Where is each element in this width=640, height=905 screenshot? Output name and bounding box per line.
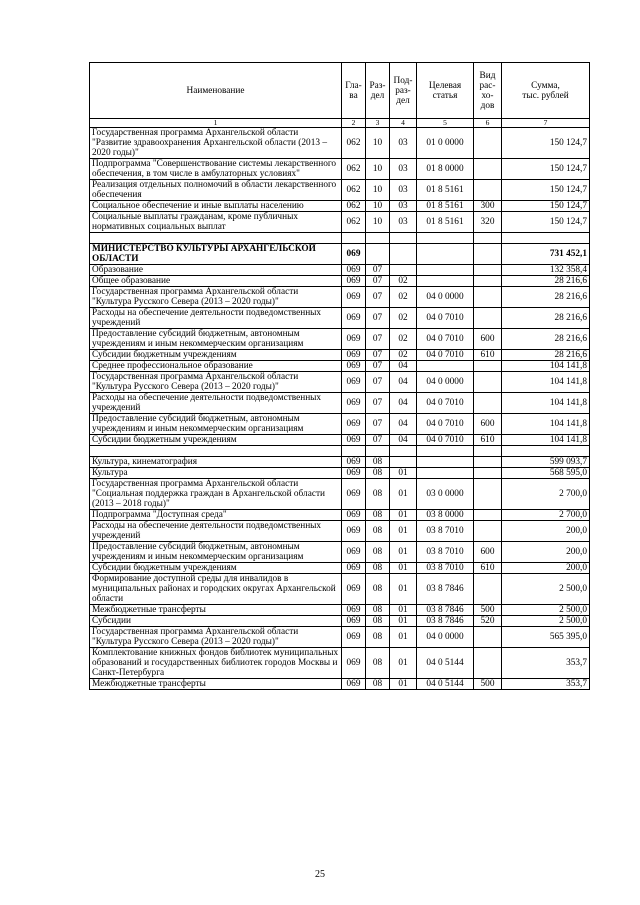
cell-target: 01 0 0000 [417, 128, 474, 159]
cell-glava: 062 [342, 180, 366, 201]
cell-razdel: 10 [366, 212, 390, 233]
cell-sum: 104 141,8 [502, 435, 590, 446]
cell-glava: 062 [342, 159, 366, 180]
table-row [90, 574, 590, 605]
empty-cell [342, 233, 366, 244]
cell-glava: 069 [342, 308, 366, 329]
cell-glava: 069 [342, 372, 366, 393]
cell-podrazdel: 02 [390, 276, 417, 287]
cell-podrazdel: 01 [390, 510, 417, 521]
cell-razdel: 08 [366, 479, 390, 510]
cell-sum: 2 500,0 [502, 605, 590, 616]
cell-podrazdel: 04 [390, 361, 417, 372]
table-body [90, 128, 590, 690]
cell-name: Субсидии бюджетным учреждениям [90, 563, 342, 574]
empty-cell [366, 446, 390, 457]
table-row [90, 329, 590, 350]
cell-vid: 520 [474, 616, 502, 627]
cell-target: 04 0 0000 [417, 627, 474, 648]
cell-razdel: 07 [366, 287, 390, 308]
cell-name: Культура [90, 468, 342, 479]
cell-sum: 104 141,8 [502, 393, 590, 414]
cell-glava: 069 [342, 329, 366, 350]
cell-vid [474, 244, 502, 265]
cell-sum: 104 141,8 [502, 361, 590, 372]
cell-razdel: 07 [366, 372, 390, 393]
empty-cell [474, 233, 502, 244]
cell-razdel: 07 [366, 393, 390, 414]
cell-glava: 069 [342, 244, 366, 265]
cell-podrazdel: 01 [390, 479, 417, 510]
cell-target: 04 0 7010 [417, 435, 474, 446]
cell-vid [474, 287, 502, 308]
cell-glava: 069 [342, 435, 366, 446]
cell-glava: 069 [342, 563, 366, 574]
cell-podrazdel: 03 [390, 201, 417, 212]
empty-cell [390, 233, 417, 244]
cell-name: Образование [90, 265, 342, 276]
cell-podrazdel: 01 [390, 468, 417, 479]
cell-glava: 069 [342, 648, 366, 679]
cell-name: Государственная программа Архангельской области "Социальная поддержка граждан в Архангельской области (2013 – 2018 годы)" [90, 479, 342, 510]
cell-name: Расходы на обеспечение деятельности подведомственных учреждений [90, 308, 342, 329]
table-row [90, 212, 590, 233]
table-row [90, 276, 590, 287]
cell-vid [474, 521, 502, 542]
cell-sum: 104 141,8 [502, 414, 590, 435]
cell-target: 01 8 5161 [417, 212, 474, 233]
cell-vid [474, 361, 502, 372]
cell-glava: 069 [342, 468, 366, 479]
cell-glava: 069 [342, 265, 366, 276]
table-row [90, 648, 590, 679]
table-row [90, 521, 590, 542]
cell-vid: 610 [474, 435, 502, 446]
empty-cell [474, 446, 502, 457]
table-row [90, 308, 590, 329]
cell-podrazdel: 02 [390, 308, 417, 329]
cell-vid [474, 308, 502, 329]
empty-cell [342, 446, 366, 457]
cell-razdel: 10 [366, 159, 390, 180]
cell-sum: 28 216,6 [502, 329, 590, 350]
cell-podrazdel: 01 [390, 521, 417, 542]
cell-razdel: 10 [366, 180, 390, 201]
cell-target: 04 0 0000 [417, 287, 474, 308]
cell-vid [474, 265, 502, 276]
cell-podrazdel: 02 [390, 329, 417, 350]
table-row [90, 361, 590, 372]
cell-razdel [366, 244, 390, 265]
cell-podrazdel: 01 [390, 679, 417, 690]
cell-name: Субсидии [90, 616, 342, 627]
cell-podrazdel: 01 [390, 542, 417, 563]
col-number: 6 [474, 119, 502, 128]
cell-sum: 132 358,4 [502, 265, 590, 276]
cell-name: Межбюджетные трансферты [90, 605, 342, 616]
cell-name: Формирование доступной среды для инвалидов в муниципальных районах и городских округах Архангельской области [90, 574, 342, 605]
cell-name: Межбюджетные трансферты [90, 679, 342, 690]
col-header-vid: Вид рас- хо- дов [474, 63, 502, 119]
table-header-row [90, 63, 590, 119]
cell-glava: 069 [342, 627, 366, 648]
col-header-razdel: Раз- дел [366, 63, 390, 119]
table-row [90, 128, 590, 159]
cell-glava: 069 [342, 679, 366, 690]
col-number: 7 [502, 119, 590, 128]
cell-glava: 069 [342, 616, 366, 627]
cell-vid [474, 479, 502, 510]
cell-sum: 28 216,6 [502, 350, 590, 361]
cell-sum: 2 500,0 [502, 616, 590, 627]
cell-sum: 731 452,1 [502, 244, 590, 265]
cell-sum: 565 395,0 [502, 627, 590, 648]
cell-razdel: 08 [366, 648, 390, 679]
cell-name: Субсидии бюджетным учреждениям [90, 350, 342, 361]
cell-podrazdel: 01 [390, 605, 417, 616]
cell-name: Предоставление субсидий бюджетным, автономным учреждениям и иным некоммерческим организациям [90, 542, 342, 563]
cell-name: Государственная программа Архангельской области "Культура Русского Севера (2013 – 2020 годы)" [90, 287, 342, 308]
cell-sum: 353,7 [502, 679, 590, 690]
col-header-target: Целевая статья [417, 63, 474, 119]
cell-podrazdel: 04 [390, 414, 417, 435]
table-row [90, 468, 590, 479]
cell-name: Подпрограмма "Доступная среда" [90, 510, 342, 521]
cell-glava: 069 [342, 287, 366, 308]
cell-vid [474, 276, 502, 287]
cell-vid: 500 [474, 605, 502, 616]
cell-vid: 320 [474, 212, 502, 233]
cell-sum: 353,7 [502, 648, 590, 679]
cell-podrazdel: 02 [390, 287, 417, 308]
cell-target: 04 0 0000 [417, 372, 474, 393]
cell-target: 04 0 7010 [417, 350, 474, 361]
cell-podrazdel: 03 [390, 159, 417, 180]
cell-target: 01 8 5161 [417, 180, 474, 201]
cell-razdel: 10 [366, 201, 390, 212]
cell-name: Предоставление субсидий бюджетным, автономным учреждениям и иным некоммерческим организациям [90, 414, 342, 435]
cell-podrazdel [390, 244, 417, 265]
col-number: 3 [366, 119, 390, 128]
cell-razdel: 08 [366, 563, 390, 574]
cell-target [417, 361, 474, 372]
empty-cell [502, 233, 590, 244]
cell-name: Расходы на обеспечение деятельности подведомственных учреждений [90, 521, 342, 542]
cell-target: 04 0 5144 [417, 648, 474, 679]
table-row [90, 616, 590, 627]
cell-glava: 069 [342, 414, 366, 435]
empty-cell [90, 446, 342, 457]
cell-sum: 150 124,7 [502, 128, 590, 159]
cell-podrazdel [390, 265, 417, 276]
cell-target: 03 8 7010 [417, 521, 474, 542]
cell-sum: 200,0 [502, 542, 590, 563]
cell-name: Субсидии бюджетным учреждениям [90, 435, 342, 446]
cell-target: 03 8 7010 [417, 542, 474, 563]
cell-razdel: 10 [366, 128, 390, 159]
spacer-row [90, 446, 590, 457]
cell-target: 03 8 0000 [417, 510, 474, 521]
cell-razdel: 07 [366, 265, 390, 276]
cell-vid [474, 180, 502, 201]
cell-target: 03 0 0000 [417, 479, 474, 510]
cell-vid [474, 574, 502, 605]
cell-name: Социальное обеспечение и иные выплаты населению [90, 201, 342, 212]
table-row [90, 201, 590, 212]
cell-name: Подпрограмма "Совершенствование системы лекарственного обеспечения, в том числе в амбулаторных условиях" [90, 159, 342, 180]
empty-cell [390, 446, 417, 457]
cell-vid [474, 457, 502, 468]
cell-podrazdel: 03 [390, 180, 417, 201]
cell-vid: 610 [474, 563, 502, 574]
table-row [90, 180, 590, 201]
cell-podrazdel: 04 [390, 435, 417, 446]
cell-sum: 150 124,7 [502, 212, 590, 233]
empty-cell [90, 233, 342, 244]
cell-name: МИНИСТЕРСТВО КУЛЬТУРЫ АРХАНГЕЛЬСКОЙ ОБЛАСТИ [90, 244, 342, 265]
col-header-podrazdel: Под- раз- дел [390, 63, 417, 119]
cell-glava: 062 [342, 201, 366, 212]
budget-table [89, 62, 590, 690]
col-number: 2 [342, 119, 366, 128]
table-row [90, 627, 590, 648]
cell-vid [474, 468, 502, 479]
table-row [90, 287, 590, 308]
cell-glava: 069 [342, 521, 366, 542]
cell-razdel: 08 [366, 457, 390, 468]
cell-target: 03 8 7846 [417, 616, 474, 627]
cell-razdel: 08 [366, 510, 390, 521]
cell-target: 04 0 7010 [417, 308, 474, 329]
empty-cell [417, 446, 474, 457]
cell-sum: 104 141,8 [502, 372, 590, 393]
cell-vid [474, 128, 502, 159]
cell-razdel: 07 [366, 308, 390, 329]
cell-sum: 200,0 [502, 521, 590, 542]
cell-name: Государственная программа Архангельской области "Культура Русского Севера (2013 – 2020 годы)" [90, 627, 342, 648]
empty-cell [417, 233, 474, 244]
cell-target: 03 8 7010 [417, 563, 474, 574]
cell-name: Предоставление субсидий бюджетным, автономным учреждениям и иным некоммерческим организациям [90, 329, 342, 350]
cell-glava: 069 [342, 542, 366, 563]
budget-table-sheet [89, 62, 590, 690]
cell-podrazdel: 01 [390, 574, 417, 605]
cell-vid: 610 [474, 350, 502, 361]
cell-razdel: 08 [366, 574, 390, 605]
table-row [90, 244, 590, 265]
cell-glava: 069 [342, 361, 366, 372]
cell-target [417, 265, 474, 276]
cell-vid [474, 372, 502, 393]
cell-podrazdel: 02 [390, 350, 417, 361]
col-number: 5 [417, 119, 474, 128]
table-row [90, 372, 590, 393]
cell-target: 01 8 5161 [417, 201, 474, 212]
cell-name: Расходы на обеспечение деятельности подведомственных учреждений [90, 393, 342, 414]
table-row [90, 457, 590, 468]
cell-glava: 069 [342, 574, 366, 605]
cell-vid: 300 [474, 201, 502, 212]
cell-sum: 28 216,6 [502, 276, 590, 287]
cell-podrazdel: 04 [390, 393, 417, 414]
table-row [90, 563, 590, 574]
cell-razdel: 08 [366, 679, 390, 690]
cell-target [417, 457, 474, 468]
cell-vid: 500 [474, 679, 502, 690]
cell-target: 04 0 7010 [417, 393, 474, 414]
table-row [90, 542, 590, 563]
empty-cell [366, 233, 390, 244]
cell-podrazdel [390, 457, 417, 468]
cell-vid [474, 159, 502, 180]
cell-glava: 069 [342, 457, 366, 468]
cell-name: Государственная программа Архангельской области "Культура Русского Севера (2013 – 2020 годы)" [90, 372, 342, 393]
spacer-row [90, 233, 590, 244]
cell-razdel: 07 [366, 276, 390, 287]
cell-sum: 599 093,7 [502, 457, 590, 468]
cell-razdel: 08 [366, 605, 390, 616]
cell-razdel: 07 [366, 350, 390, 361]
cell-glava: 069 [342, 479, 366, 510]
cell-glava: 062 [342, 212, 366, 233]
cell-target [417, 276, 474, 287]
cell-podrazdel: 03 [390, 128, 417, 159]
table-row [90, 435, 590, 446]
cell-glava: 069 [342, 605, 366, 616]
cell-razdel: 08 [366, 468, 390, 479]
cell-sum: 2 700,0 [502, 479, 590, 510]
cell-razdel: 08 [366, 521, 390, 542]
cell-glava: 069 [342, 510, 366, 521]
cell-name: Государственная программа Архангельской области "Развитие здравоохранения Архангельской области (2013 – 2020 годы)" [90, 128, 342, 159]
cell-sum: 2 700,0 [502, 510, 590, 521]
col-number: 1 [90, 119, 342, 128]
table-row [90, 605, 590, 616]
cell-razdel: 08 [366, 627, 390, 648]
cell-sum: 150 124,7 [502, 159, 590, 180]
cell-name: Общее образование [90, 276, 342, 287]
table-row [90, 159, 590, 180]
cell-sum: 28 216,6 [502, 308, 590, 329]
cell-vid [474, 648, 502, 679]
cell-sum: 200,0 [502, 563, 590, 574]
cell-name: Комплектование книжных фондов библиотек муниципальных образований и государственных библиотек городов Москвы и Санкт-Петербурга [90, 648, 342, 679]
cell-podrazdel: 01 [390, 563, 417, 574]
cell-podrazdel: 01 [390, 616, 417, 627]
cell-glava: 062 [342, 128, 366, 159]
page-number: 25 [315, 869, 325, 880]
table-row [90, 679, 590, 690]
table-row [90, 510, 590, 521]
cell-sum: 28 216,6 [502, 287, 590, 308]
cell-name: Социальные выплаты гражданам, кроме публичных нормативных социальных выплат [90, 212, 342, 233]
column-number-row [90, 119, 590, 128]
cell-target: 04 0 5144 [417, 679, 474, 690]
cell-glava: 069 [342, 393, 366, 414]
cell-target [417, 244, 474, 265]
cell-razdel: 07 [366, 435, 390, 446]
cell-vid: 600 [474, 329, 502, 350]
cell-glava: 069 [342, 350, 366, 361]
cell-vid [474, 510, 502, 521]
cell-sum: 568 595,0 [502, 468, 590, 479]
cell-target: 03 8 7846 [417, 605, 474, 616]
col-header-name: Наименование [90, 63, 342, 119]
cell-sum: 2 500,0 [502, 574, 590, 605]
cell-name: Среднее профессиональное образование [90, 361, 342, 372]
cell-razdel: 08 [366, 616, 390, 627]
cell-target: 03 8 7846 [417, 574, 474, 605]
cell-target: 04 0 7010 [417, 414, 474, 435]
table-row [90, 393, 590, 414]
cell-sum: 150 124,7 [502, 201, 590, 212]
col-number: 4 [390, 119, 417, 128]
cell-target: 04 0 7010 [417, 329, 474, 350]
cell-sum: 150 124,7 [502, 180, 590, 201]
cell-glava: 069 [342, 276, 366, 287]
cell-name: Культура, кинематография [90, 457, 342, 468]
cell-razdel: 08 [366, 542, 390, 563]
cell-target: 01 8 0000 [417, 159, 474, 180]
empty-cell [502, 446, 590, 457]
cell-target [417, 468, 474, 479]
cell-podrazdel: 01 [390, 627, 417, 648]
table-row [90, 479, 590, 510]
cell-vid: 600 [474, 414, 502, 435]
cell-razdel: 07 [366, 414, 390, 435]
cell-razdel: 07 [366, 329, 390, 350]
cell-podrazdel: 03 [390, 212, 417, 233]
cell-vid [474, 627, 502, 648]
cell-podrazdel: 04 [390, 372, 417, 393]
cell-vid [474, 393, 502, 414]
table-row [90, 350, 590, 361]
cell-podrazdel: 01 [390, 648, 417, 679]
col-header-glava: Гла- ва [342, 63, 366, 119]
cell-name: Реализация отдельных полномочий в области лекарственного обеспечения [90, 180, 342, 201]
table-row [90, 414, 590, 435]
table-row [90, 265, 590, 276]
cell-razdel: 07 [366, 361, 390, 372]
cell-vid: 600 [474, 542, 502, 563]
col-header-sum: Сумма, тыс. рублей [502, 63, 590, 119]
